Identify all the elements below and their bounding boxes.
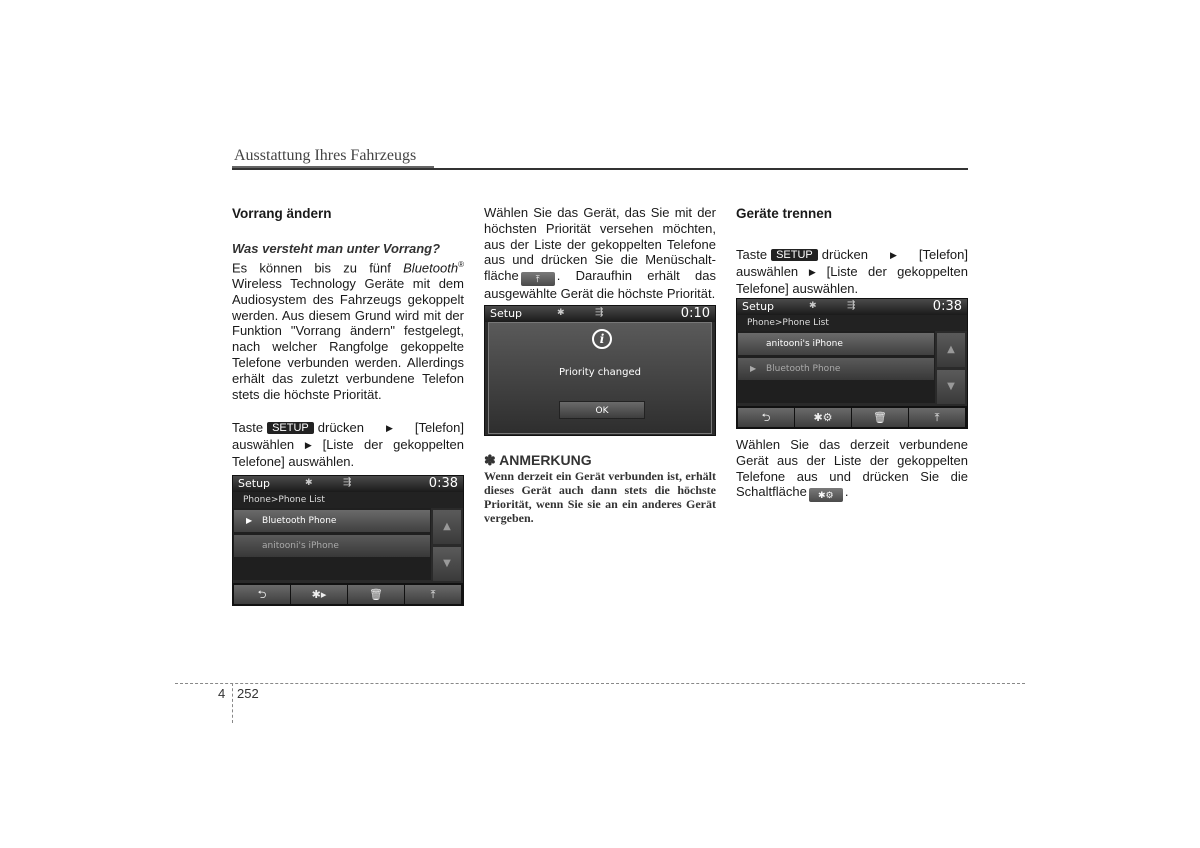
delete-button[interactable]: 🗑 <box>348 585 404 604</box>
list-item[interactable]: anitooni's iPhone <box>738 333 934 355</box>
priority-changed-screen <box>484 305 716 436</box>
popup-message: Priority changed <box>559 367 641 378</box>
phone-list-screen-2 <box>736 298 968 429</box>
arrow-right-icon: ▶ <box>802 266 823 277</box>
screen-title: Setup <box>742 300 775 313</box>
column-3-lower <box>736 437 968 502</box>
bluetooth-connect-button[interactable]: ✱▸ <box>291 585 347 604</box>
footer-rule <box>175 683 1025 684</box>
arrow-right-icon: ▶ <box>872 250 915 260</box>
paragraph-priority-select: Wählen Sie das Gerät, das Sie mit der höchsten Priorität versehen möchten, aus der Liste der gekoppelten Telefone aus und drücken Sie die Menüschalt-fläche ⤒ . Daraufhin erhält das ausgewählte Gerät die höchste Priorität. <box>484 205 716 302</box>
list-item[interactable]: ▶ Bluetooth Phone <box>738 358 934 380</box>
delete-button[interactable]: 🗑 <box>852 408 908 427</box>
phone-list <box>233 508 431 580</box>
priority-button[interactable]: ⤒ <box>405 585 461 604</box>
priority-button[interactable]: ⤒ <box>909 408 965 427</box>
bluetooth-icon: ✱ <box>557 308 565 318</box>
phone-list <box>737 331 935 403</box>
back-button[interactable]: ⮌ <box>738 408 794 427</box>
phone-list-screen-1 <box>232 475 464 606</box>
bluetooth-brand: Bluetooth <box>403 260 459 276</box>
scroll-up-button[interactable]: ▲ <box>937 333 965 367</box>
screen-title: Setup <box>490 307 523 320</box>
screen-clock: 0:38 <box>428 476 458 491</box>
column-2 <box>484 205 716 302</box>
usb-icon: ⇶ <box>847 300 856 311</box>
scroll-down-button[interactable]: ▼ <box>937 370 965 404</box>
setup-key-badge: SETUP <box>267 422 314 434</box>
arrow-right-icon: ▶ <box>298 440 319 451</box>
header-rule <box>232 168 968 170</box>
bluetooth-icon: ✱ <box>305 478 313 488</box>
list-item[interactable]: anitooni's iPhone <box>234 535 430 557</box>
info-icon: i <box>592 329 612 349</box>
back-button[interactable]: ⮌ <box>234 585 290 604</box>
bluetooth-disconnect-button[interactable]: ✱⚙ <box>795 408 851 427</box>
footer-divider <box>232 683 233 723</box>
scroll-down-button[interactable]: ▼ <box>433 547 461 581</box>
screen-breadcrumb: Phone>Phone List <box>737 315 967 331</box>
screen-status-bar <box>737 299 967 315</box>
screen-breadcrumb: Phone>Phone List <box>233 492 463 508</box>
column-1 <box>232 205 464 470</box>
note-body: Wenn derzeit ein Gerät verbunden ist, erhält dieses Gerät auch dann stets die höchste Priorität, wenn Sie sie an ein anderes Gerät vergeben. <box>484 469 716 525</box>
usb-icon: ⇶ <box>595 307 604 318</box>
screen-title: Setup <box>238 477 271 490</box>
list-item[interactable]: ▶ Bluetooth Phone <box>234 510 430 532</box>
paragraph-trennen-steps: Taste SETUP drücken ▶ [Telefon] auswählen ▶ [Liste der gekoppelten Telefone] auswählen. <box>736 247 968 296</box>
play-icon: ▶ <box>750 364 757 373</box>
screen-status-bar <box>233 476 463 492</box>
popup-dialog <box>488 322 712 434</box>
page-number: 252 <box>237 686 259 701</box>
chapter-number: 4 <box>218 686 226 701</box>
screen-clock: 0:38 <box>932 299 962 314</box>
screen-menu-bar <box>737 406 967 428</box>
section-heading-trennen: Geräte trennen <box>736 206 833 221</box>
section-heading-vorrang: Vorrang ändern <box>232 206 332 221</box>
page-header <box>232 147 968 173</box>
screen-clock: 0:10 <box>680 306 710 321</box>
play-icon: ▶ <box>246 516 253 525</box>
priority-menu-icon: ⤒ <box>521 272 555 286</box>
paragraph-vorrang-steps: Taste SETUP drücken ▶ [Telefon] auswählen ▶ [Liste der gekoppelten Telefone] auswählen. <box>232 420 464 469</box>
bluetooth-disconnect-icon: ✱⚙ <box>809 488 843 502</box>
arrow-right-icon: ▶ <box>368 423 411 434</box>
screen-status-bar <box>485 306 715 322</box>
note-box <box>484 452 716 525</box>
subheading-vorrang: Was versteht man unter Vorrang? <box>232 241 441 256</box>
note-title: ✽ ANMERKUNG <box>484 452 592 468</box>
column-3 <box>736 205 968 296</box>
paragraph-disconnect: Wählen Sie das derzeit verbundene Gerät aus der Liste der gekoppelten Telefone aus und drücken Sie die Schaltfläche ✱⚙ . <box>736 437 968 501</box>
screen-menu-bar <box>233 583 463 605</box>
chapter-title: Ausstattung Ihres Fahrzeugs <box>234 147 417 164</box>
usb-icon: ⇶ <box>343 477 352 488</box>
paragraph-vorrang-intro: Es können bis zu fünf Bluetooth® Wireless Technology Geräte mit dem Audiosystem des Fahrzeugs gekoppelt werden. Aus diesem Grund wird mit der Funktion "Vorrang ändern" festgelegt, nach welcher Rangfolge gekoppelte Telefone verbunden werden. Allerdings erhält das zuletzt verbundene Telefon stets die höchste Priorität. <box>232 259 464 402</box>
ok-button[interactable]: OK <box>559 401 645 419</box>
bluetooth-icon: ✱ <box>809 301 817 311</box>
scroll-up-button[interactable]: ▲ <box>433 510 461 544</box>
setup-key-badge: SETUP <box>771 249 818 261</box>
